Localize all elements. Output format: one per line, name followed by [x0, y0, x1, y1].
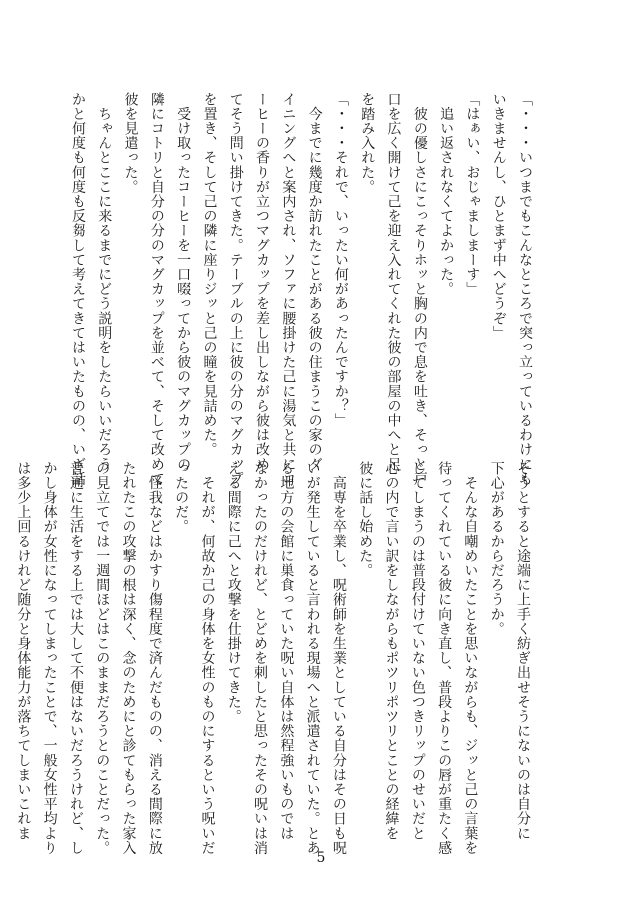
text-line: 彼の優しさにこっそりホッと胸の内で息を吐き、そっと戸: [411, 92, 428, 487]
text-line: 高専を卒業し、呪術師を生業としている自分はその日も呪: [330, 461, 347, 856]
text-line: 彼に話し始めた。: [357, 461, 374, 578]
text-line: ーヒーの香りが立つマグカップを差し出しながら彼は改め: [254, 92, 271, 472]
text-line: じてしまうのは普段付けていない色つきリップのせいだと: [409, 461, 426, 841]
text-line: ったのだ。: [173, 461, 190, 534]
lower-text-block: [15, 461, 536, 856]
text-line: える間際に己へと攻撃を仕掛けてきた。: [225, 461, 242, 724]
text-line: 追い返されなくてよかった。: [438, 92, 455, 297]
text-line: それが、何故か己の身体を女性のものにするという呪いだ: [199, 461, 216, 856]
text-line: 普通に生活をする上では大して不便はないだろうけれど、し: [67, 461, 84, 856]
text-line: 彼を見遣った。: [122, 92, 139, 195]
text-line: の見立てでは一週間ほどはこのままだろうとのことだった。: [94, 461, 111, 856]
text-line: を置き、そして己の隣に座りジッと己の瞳を見詰めた。: [201, 92, 218, 457]
text-line: ちゃんとここに来るまでにどう説明をしたらいいだろう: [96, 92, 113, 472]
text-line: 隣にコトリと自分の分のマグカップを並べて、そして改めて: [148, 92, 165, 487]
text-line: 下心があるからだろうか。: [488, 461, 505, 637]
text-line: 受け取ったコーヒーを一口啜ってから彼のマグカップの: [175, 92, 192, 472]
text-line: かと何度も何度も反芻して考えてきてはいたものの、いざ話: [69, 92, 86, 487]
page-number: 5: [316, 850, 326, 866]
text-line: かし身体が女性になってしまったことで、一般女性平均より: [41, 461, 58, 856]
text-line: る地方の会館に巣食っていた呪い自体は然程強いものでは: [278, 461, 295, 841]
text-line: 「はぁい、おじゃましまーす」: [464, 92, 481, 297]
text-line: なかったのだけれど、とどめを刺したと思ったその呪いは消: [252, 461, 269, 856]
text-line: イニングへと案内され、ソファに腰掛けた己に湯気と共にコ: [280, 92, 297, 487]
text-line: 怪我などはかすり傷程度で済んだものの、消える間際に放: [146, 461, 163, 856]
text-line: は多少上回るけれど随分と身体能力が落ちてしまいこれま: [15, 461, 32, 841]
text-line: 「・・・それで、いったい何があったんですか？」: [332, 92, 349, 428]
text-line: 口を広く開けて己を迎え入れてくれた彼の部屋の中へと足: [385, 92, 402, 472]
text-line: 待ってくれている彼に向き直し、普段よりこの唇が重たく感: [436, 461, 453, 856]
text-line: 「・・・いつまでもこんなところで突っ立っているわけにも: [517, 92, 533, 487]
text-line: いが発生していると言われる現場へと派遣されていた。とあ: [304, 461, 321, 856]
text-line: 心の内で言い訳をしながらもポツリポツリとことの経緯を: [383, 461, 400, 841]
text-line: てそう問い掛けてきた。テーブルの上に彼の分のマグカップ: [227, 92, 244, 487]
upper-text-block: [69, 92, 538, 487]
text-line: たれたこの攻撃の根は深く、念のためにと診てもらった家入: [120, 461, 137, 856]
text-line: を踏み入れた。: [359, 92, 376, 195]
text-line: いきませんし、ひとまず中へどうぞ」: [490, 92, 507, 341]
text-line: そんな自嘲めいたことを思いながらも、ジッと己の言葉を: [462, 461, 479, 856]
text-line: そうとすると途端に上手く紡ぎ出せそうにないのは自分に: [515, 461, 531, 841]
text-line: 今までに幾度か訪れたことがある彼の住まうこの家のダ: [306, 92, 323, 472]
